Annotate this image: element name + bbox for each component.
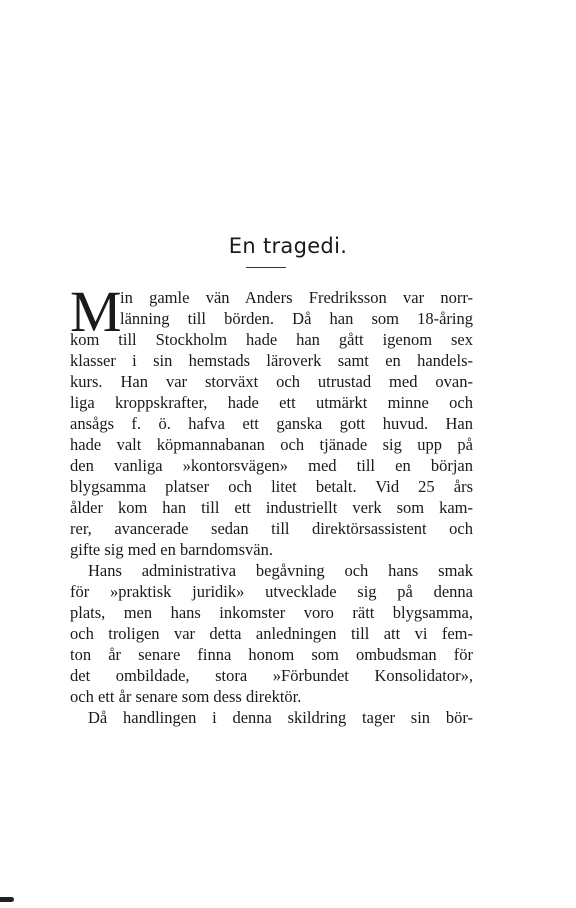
text-line: ålder kom han till ett industriellt verk som kam-	[70, 498, 473, 517]
text-line: länning till börden. Då han som 18-åring	[120, 309, 473, 328]
chapter-title: En tragedi.	[228, 234, 348, 258]
text-line: gifte sig med en barndomsvän.	[70, 540, 273, 559]
text-line: liga kroppskrafter, hade ett utmärkt minne och	[70, 393, 473, 412]
text-line: plats, men hans inkomster voro rätt blygsamma,	[70, 603, 473, 622]
text-line: ton år senare finna honom som ombudsman för	[70, 645, 473, 664]
text-line: hade valt köpmannabanan och tjänade sig upp på	[70, 435, 473, 454]
text-line: rer, avancerade sedan till direktörsassistent och	[70, 519, 473, 538]
text-line: Då handlingen i denna skildring tager sin bör-	[88, 708, 473, 727]
text-line: den vanliga »kontorsvägen» med till en början	[70, 456, 473, 475]
text-line: blygsamma platser och litet betalt. Vid 25 års	[70, 477, 473, 496]
text-line: det ombildade, stora »Förbundet Konsolidator»,	[70, 666, 473, 685]
text-line: och troligen var detta anledningen till att vi fem-	[70, 624, 473, 643]
text-line: kom till Stockholm hade han gått igenom sex	[70, 330, 473, 349]
text-line: för »praktisk juridik» utvecklade sig på denna	[70, 582, 473, 601]
text-line: ansågs f. ö. hafva ett ganska gott huvud. Han	[70, 414, 473, 433]
text-line: och ett år senare som dess direktör.	[70, 687, 302, 706]
scan-edge-mark	[0, 897, 14, 902]
text-line: klasser i sin hemstads läroverk samt en handels-	[70, 351, 473, 370]
text-line: Hans administrativa begåvning och hans smak	[88, 561, 473, 580]
text-line: kurs. Han var storväxt och utrustad med ovan-	[70, 372, 473, 391]
drop-cap: M	[70, 279, 122, 344]
text-line: in gamle vän Anders Fredriksson var norr-	[120, 288, 473, 307]
title-rule	[246, 267, 286, 268]
